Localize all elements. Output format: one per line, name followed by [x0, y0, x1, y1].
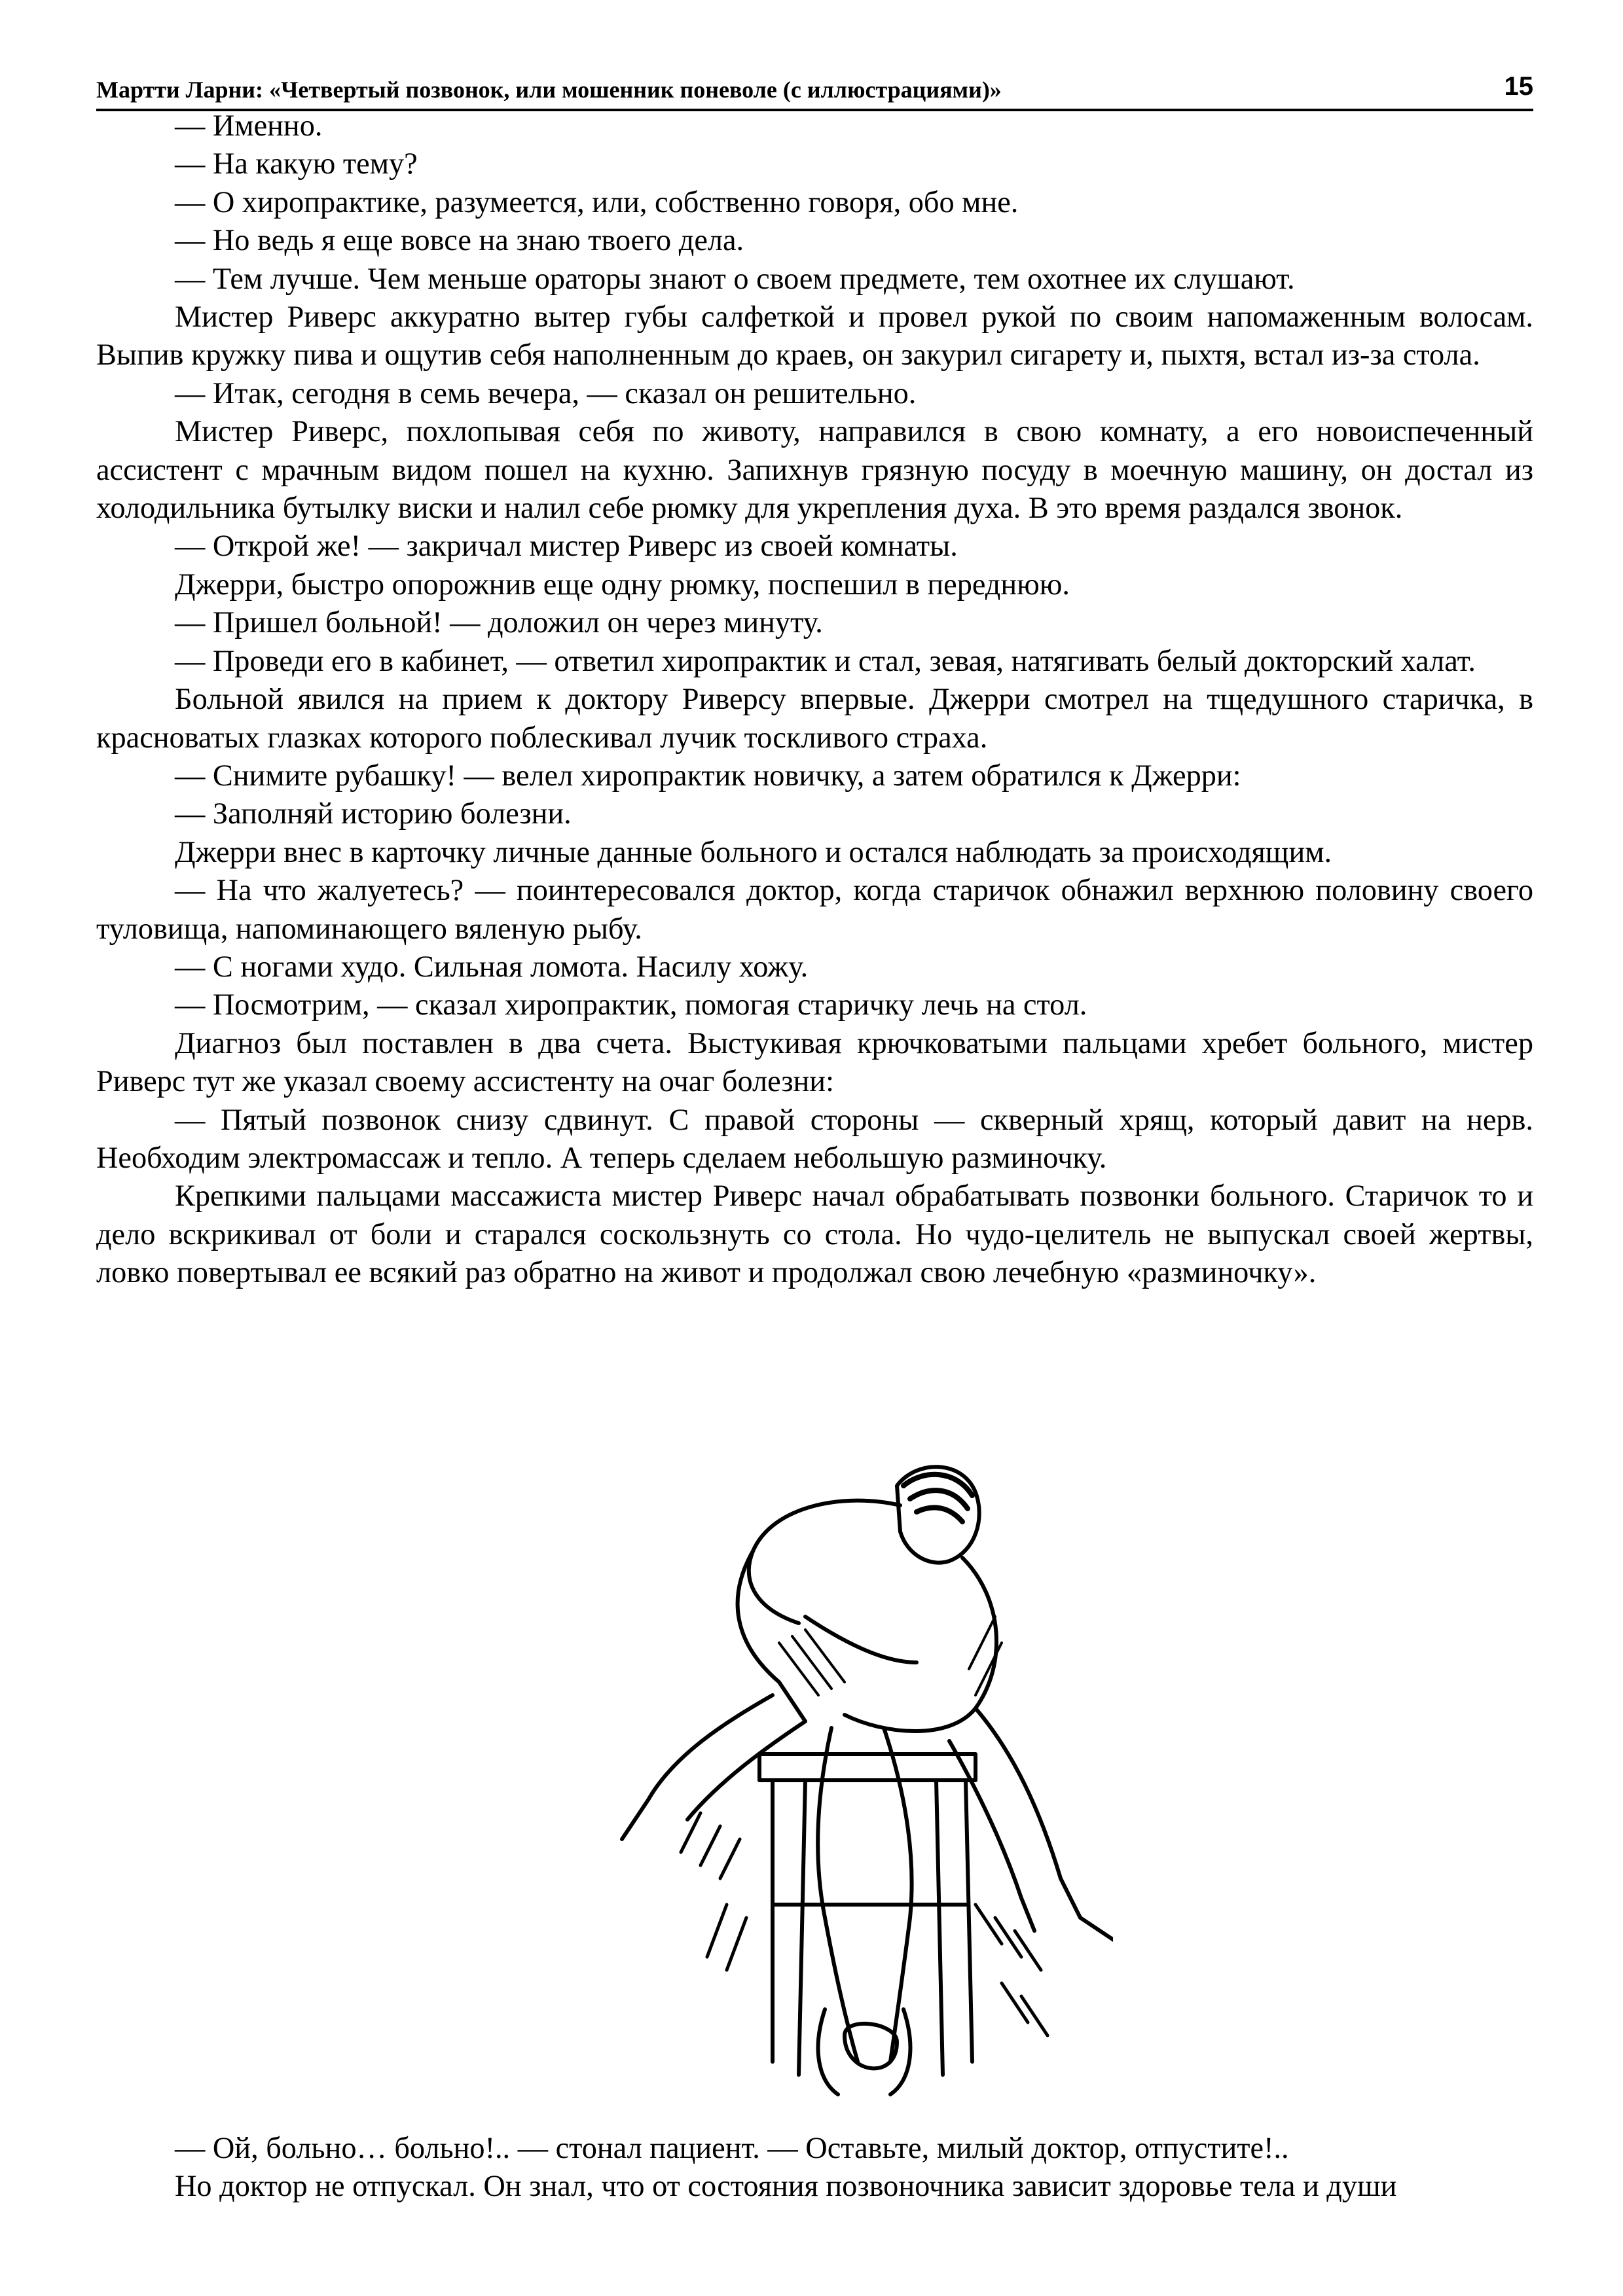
- page-number: 15: [1504, 72, 1533, 101]
- table-leg-4: [966, 1780, 972, 2062]
- doctor-back: [749, 1501, 900, 1623]
- paragraph: — Пятый позвонок снизу сдвинут. С правой стороны — скверный хрящ, который давит на нерв. Необходим электромассаж и тепло. А теперь сделаем небольшую разминочку.: [96, 1103, 1533, 1175]
- header-title: Мартти Ларни: «Четвертый позвонок, или мошенник поневоле (с иллюстрациями)»: [96, 77, 1002, 103]
- paragraph: — Тем лучше. Чем меньше ораторы знают о своем предмете, тем охотнее их слушают.: [175, 262, 1295, 296]
- floor-hatching: [681, 1813, 1048, 2036]
- paragraph: Джерри внес в карточку личные данные больного и остался наблюдать за происходящим.: [175, 835, 1332, 869]
- doctor-leg-right: [976, 1708, 1113, 1944]
- running-header: [96, 69, 1533, 111]
- body-text-bottom: [96, 2130, 1533, 2206]
- patient-body-right: [884, 1728, 912, 2062]
- paragraph: Крепкими пальцами массажиста мистер Риверс начал обрабатывать позвонки больного. Старичок то и дело вскрикивал от боли и старался соскользнуть со стола. Но чудо-целитель не выпускал своей жертвы, ловко повертывал ее всякий раз обратно на живот и продолжал свою лечебную «разминочку».: [96, 1179, 1533, 1290]
- paragraph: Но доктор не отпускал. Он знал, что от состояния позвоночника зависит здоровье тела и души: [175, 2170, 1397, 2204]
- paragraph: — Но ведь я еще вовсе на знаю твоего дела.: [175, 224, 744, 258]
- doctor-leg-right-inner: [949, 1741, 1034, 1931]
- table-leg-2: [799, 1780, 805, 2075]
- body-text-top: [96, 107, 1533, 1293]
- paragraph: — Пришел больной! — доложил он через минуту.: [175, 606, 823, 640]
- paragraph: — Именно.: [175, 109, 323, 143]
- fabric-folds: [779, 1617, 1002, 1695]
- paragraph: — Проведи его в кабинет, — ответил хиропрактик и стал, зевая, натягивать белый докторский халат.: [175, 644, 1476, 678]
- doctor-hair: [903, 1475, 972, 1522]
- paragraph: — О хиропрактике, разумеется, или, собственно говоря, обо мне.: [175, 185, 1019, 219]
- paragraph: Мистер Риверс аккуратно вытер губы салфеткой и провел рукой по своим напомаженным волосам. Выпив кружку пива и ощутив себя наполненным до краев, он закурил сигарету и, пыхтя, встал из-за стола.: [96, 300, 1533, 372]
- paragraph: Диагноз был поставлен в два счета. Выстукивая крючковатыми пальцами хребет больного, мистер Риверс тут же указал своему ассистенту на очаг болезни:: [96, 1026, 1533, 1099]
- paragraph: — Посмотрим, — сказал хиропрактик, помогая старичку лечь на стол.: [175, 988, 1087, 1022]
- paragraph: — Открой же! — закричал мистер Риверс из своей комнаты.: [175, 529, 958, 564]
- paragraph: — Ой, больно… больно!.. — стонал пациент. — Оставьте, милый доктор, отпустите!..: [175, 2132, 1289, 2165]
- paragraph: Джерри, быстро опорожнив еще одну рюмку, поспешил в переднюю.: [175, 567, 1070, 601]
- table-top: [759, 1754, 976, 1780]
- paragraph: — Снимите рубашку! — велел хиропрактик новичку, а затем обратился к Джерри:: [175, 759, 1241, 793]
- paragraph: Больной явился на прием к доктору Риверсу впервые. Джерри смотрел на тщедушного старичка, в красноватых глазках которого поблескивал лучик тоскливого страха.: [96, 683, 1533, 755]
- paragraph: Мистер Риверс, похлопывая себя по животу, направился в свою комнату, а его новоиспеченный ассистент с мрачным видом пошел на кухню. Запихнув грязную посуду в моечную машину, он достал из холодильника бутылку виски и налил себе рюмку для укрепления духа. В это время раздался звонок.: [96, 415, 1533, 526]
- table-leg-3: [936, 1780, 943, 2075]
- paragraph: — Заполняй историю болезни.: [175, 797, 572, 831]
- paragraph: — Итак, сегодня в семь вечера, — сказал он решительно.: [175, 376, 917, 410]
- illustration-chiropractor-massage: [609, 1446, 1113, 2108]
- doctor-torso: [845, 1558, 996, 1731]
- paragraph: — С ногами худо. Сильная ломота. Насилу хожу.: [175, 950, 809, 984]
- doctor-arm-right: [805, 1617, 917, 1662]
- paragraph: — На что жалуетесь? — поинтересовался доктор, когда старичок обнажил верхнюю половину своего туловища, напоминающего вяленую рыбу.: [96, 874, 1533, 946]
- paragraph: — На какую тему?: [175, 147, 418, 181]
